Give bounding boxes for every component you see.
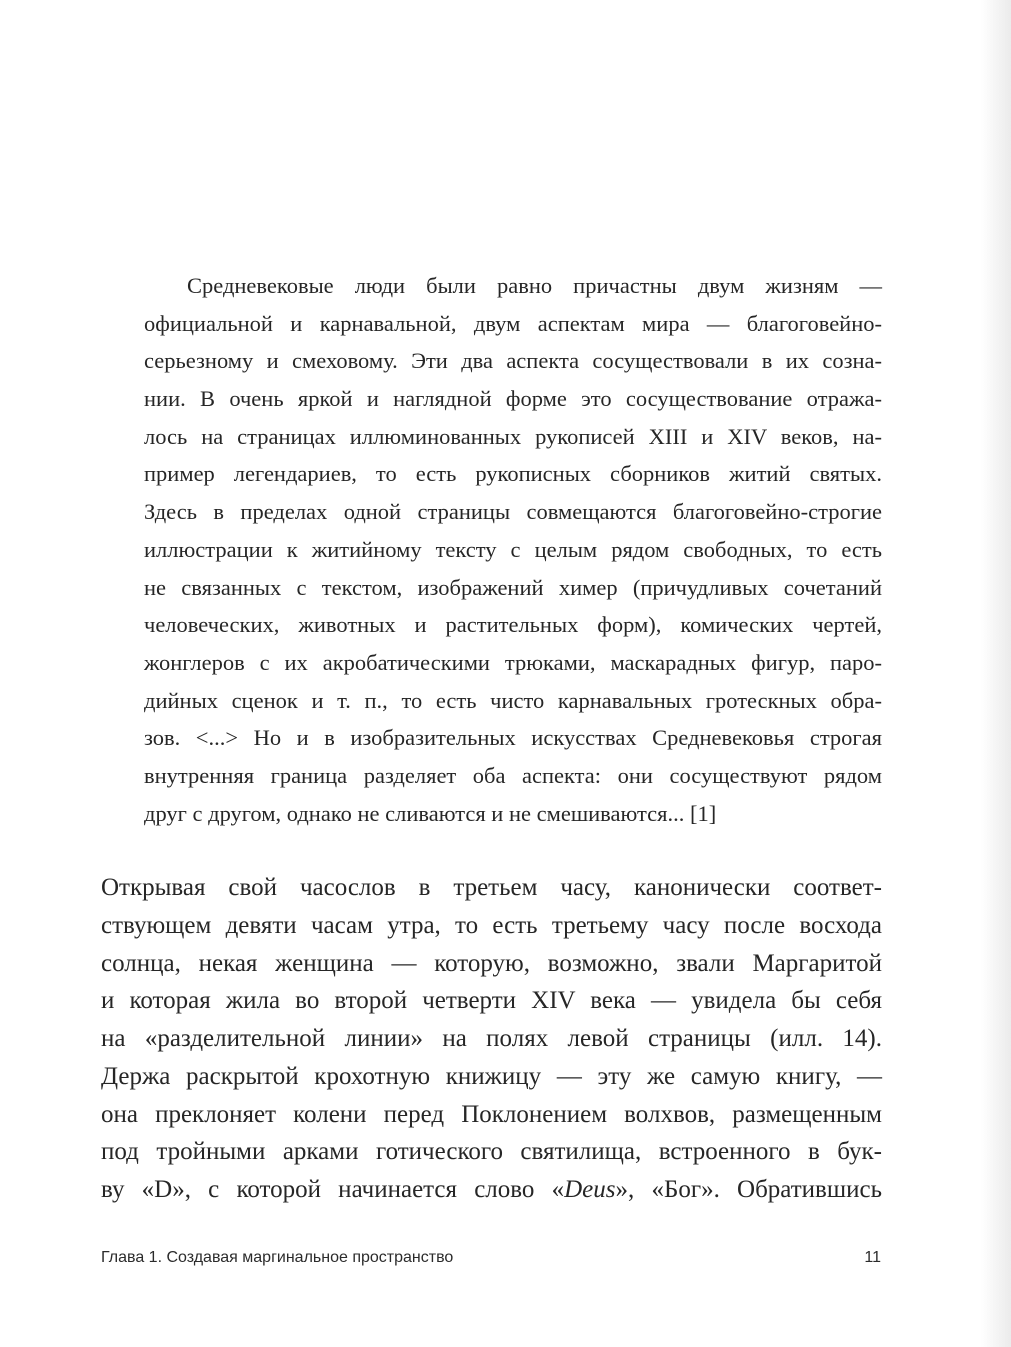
quote-line: Здесь в пределах одной страницы совмещаются благоговейно-строгие <box>144 499 882 525</box>
quote-line: не связанных с текстом, изображений химер (причудливых сочетаний <box>144 574 882 600</box>
body-line: Открывая свой часослов в третьем часу, канонически соответ- <box>101 874 882 901</box>
body-line: она преклоняет колени перед Поклонением волхвов, размещенным <box>101 1100 882 1128</box>
quote-line: Средневековые люди были равно причастны двум жизням — <box>187 273 882 298</box>
italic-term: Deus <box>564 1176 616 1203</box>
quote-line: серьезному и смеховому. Эти два аспекта сосуществовали в их созна- <box>144 348 882 374</box>
body-line: и которая жила во второй четверти XIV века — увидела бы себя <box>101 987 882 1015</box>
quote-line: дийных сценок и т. п., то есть чисто карнавальных гротескных обра- <box>144 687 882 713</box>
body-line: на «разделительной линии» на полях левой страницы (илл. 14). <box>101 1025 882 1052</box>
body-line-text: », «Бог». Обратившись <box>615 1176 882 1203</box>
quote-line-last: друг с другом, однако не сливаются и не смешиваются... [1] <box>144 800 717 826</box>
body-paragraph <box>101 869 882 1209</box>
quote-line: жонглеров с их акробатическими трюками, маскарадных фигур, паро- <box>144 649 882 675</box>
body-line: Держа раскрытой крохотную книжицу — эту же самую книгу, — <box>101 1062 882 1090</box>
quote-line: иллюстрации к житийному тексту с целым рядом свободных, то есть <box>144 536 882 562</box>
body-line: под тройными арками готического святилища, встроенного в бук- <box>101 1138 882 1166</box>
quote-line: зов. <...> Но и в изобразительных искусствах Средневековья строгая <box>144 725 882 751</box>
page-footer <box>101 1247 881 1269</box>
body-line: ствующем девяти часам утра, то есть третьему часу после восхода <box>101 911 882 939</box>
quote-line: пример легендариев, то есть рукописных сборников житий святых. <box>144 461 882 487</box>
quote-line: человеческих, животных и растительных форм), комических чертей, <box>144 612 882 638</box>
quote-line: лось на страницах иллюминованных рукописей XIII и XIV веков, на- <box>144 423 882 449</box>
running-footer-chapter: Глава 1. Создавая маргинальное пространство <box>101 1249 454 1266</box>
block-quote <box>144 267 882 832</box>
body-line: солнца, некая женщина — которую, возможно, звали Маргаритой <box>101 949 882 977</box>
page-number: 11 <box>864 1249 881 1266</box>
quote-line: официальной и карнавальной, двум аспектам мира — благоговейно- <box>144 310 882 336</box>
body-line-continued <box>101 1171 882 1209</box>
body-line-text: ву «D», с которой начинается слово « <box>101 1176 565 1203</box>
page-edge-shadow <box>981 0 1011 1347</box>
quote-line: нии. В очень яркой и наглядной форме это сосуществование отража- <box>144 386 882 412</box>
quote-line: внутренняя граница разделяет оба аспекта: они сосуществуют рядом <box>144 762 882 788</box>
